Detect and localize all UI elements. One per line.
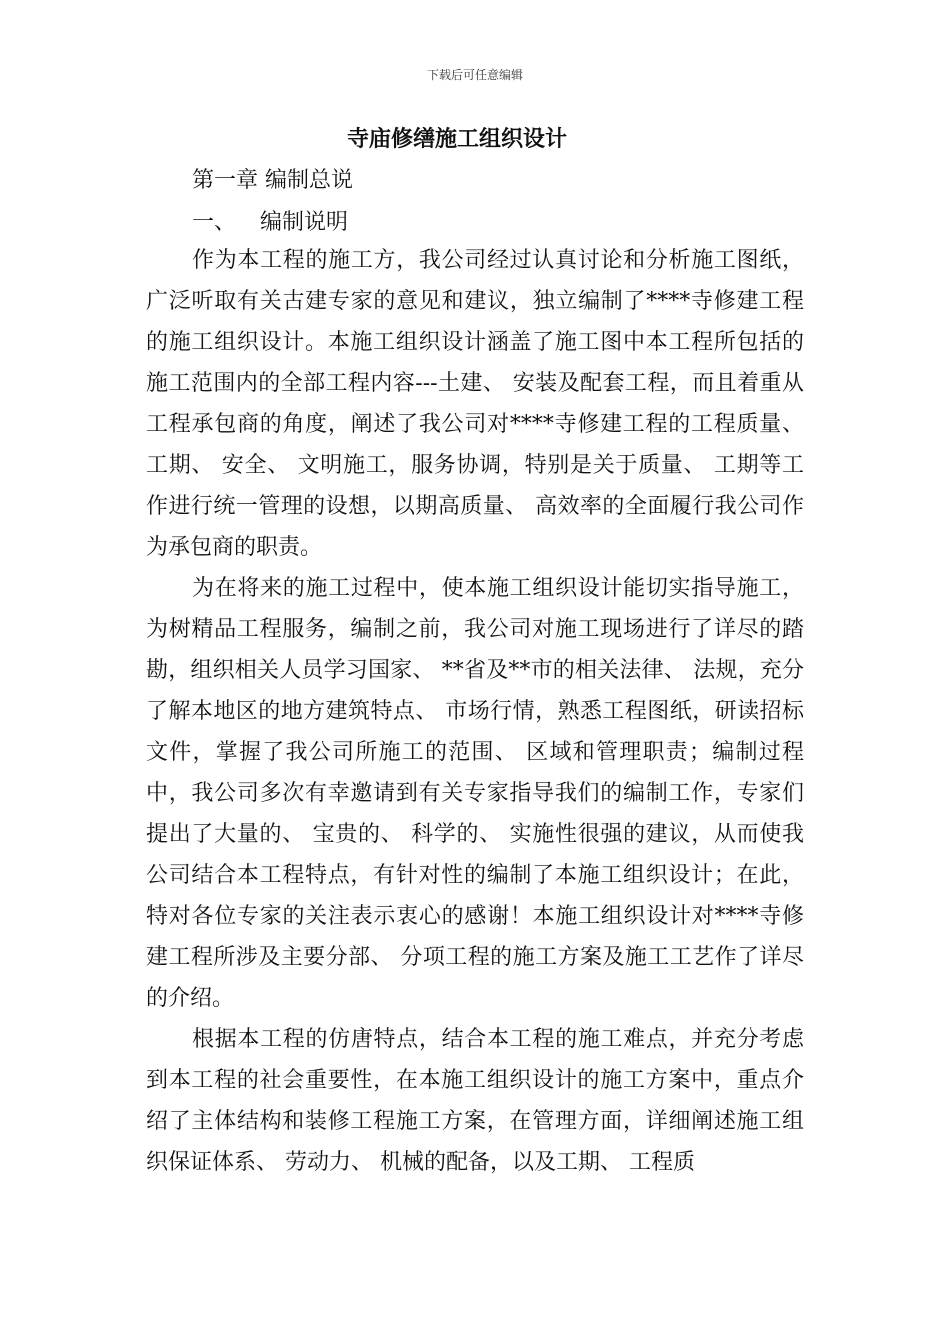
- section-number: 一、: [192, 210, 237, 235]
- body-text: [146, 240, 804, 1183]
- chapter-heading: 第一章 编制总说: [192, 168, 353, 193]
- header-note: 下载后可任意编辑: [426, 68, 523, 82]
- section-label: 编制说明: [260, 210, 349, 235]
- document-title-text: 寺庙修缮施工组织设计: [346, 126, 567, 152]
- paragraph: 作为本工程的施工方，我公司经过认真讨论和分析施工图纸，广泛听取有关古建专家的意见和建议，独立编制了****寺修建工程的施工组织设计。本施工组织设计涵盖了施工图中本工程所包括的施工范围内的全部工程内容---土建、 安装及配套工程，而且着重从工程承包商的角度，阐述了我公司对****寺修建工程的工程质量、 工期、 安全、 文明施工，服务协调，特别是关于质量、 工期等工作进行统一管理的设想，以期高质量、 高效率的全面履行我公司作为承包商的职责。: [146, 248, 804, 560]
- document-title: [0, 122, 950, 153]
- paragraph: 为在将来的施工过程中，使本施工组织设计能切实指导施工，为树精品工程服务，编制之前，我公司对施工现场进行了详尽的踏勘，组织相关人员学习国家、 **省及**市的相关法律、 法规，充分了解本地区的地方建筑特点、 市场行情，熟悉工程图纸，研读招标文件，掌握了我公司所施工的范围、 区域和管理职责；编制过程中，我公司多次有幸邀请到有关专家指导我们的编制工作，专家们提出了大量的、 宝贵的、 科学的、 实施性很强的建议，从而使我公司结合本工程特点，有针对性的编制了本施工组织设计；在此，特对各位专家的关注表示衷心的感谢！本施工组织设计对****寺修建工程所涉及主要分部、 分项工程的施工方案及施工工艺作了详尽的介绍。: [146, 576, 804, 1011]
- section-heading: [192, 205, 348, 236]
- paragraph: 根据本工程的仿唐特点，结合本工程的施工难点，并充分考虑到本工程的社会重要性，在本施工组织设计的施工方案中，重点介绍了主体结构和装修工程施工方案，在管理方面，详细阐述施工组织保证体系、 劳动力、 机械的配备，以及工期、 工程质: [146, 1027, 804, 1175]
